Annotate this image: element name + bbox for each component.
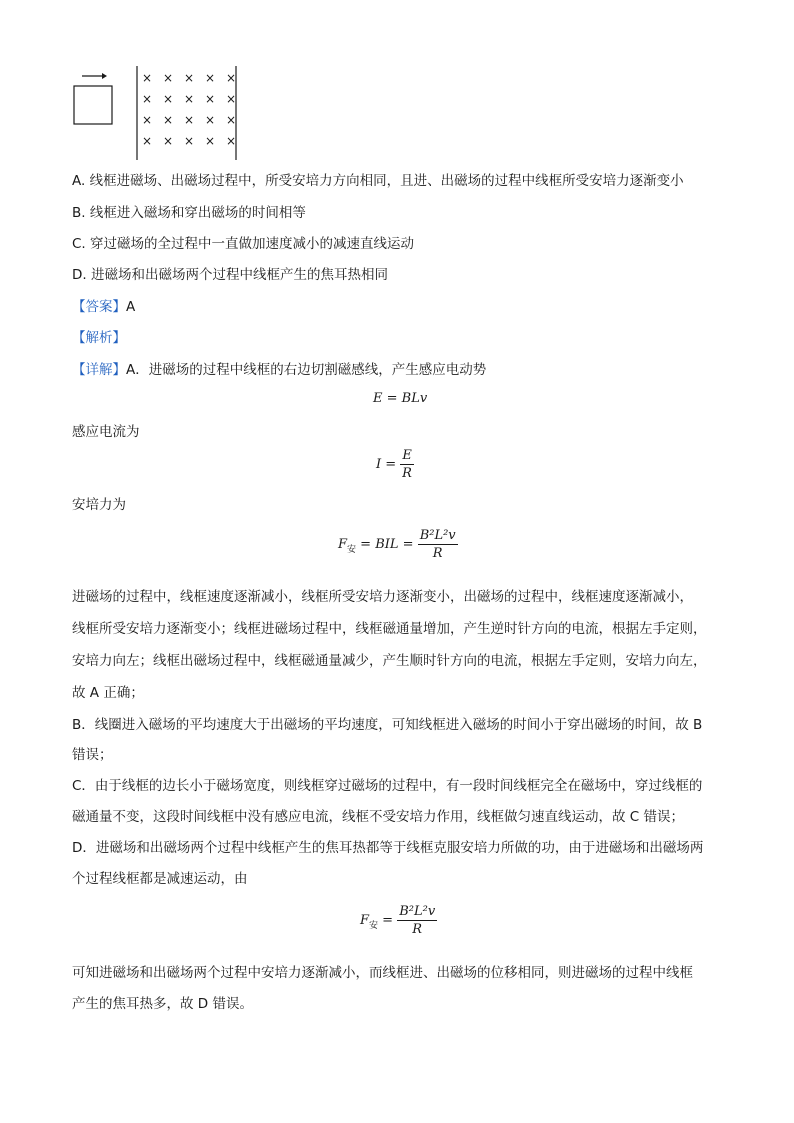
- formula-emf: E = BLv: [373, 391, 428, 406]
- field-mark: ×: [205, 92, 216, 106]
- para-d-2: 个过程线框都是减速运动，由: [72, 871, 248, 887]
- field-mark: ×: [163, 71, 174, 85]
- detail-intro: A．进磁场的过程中线框的右边切割磁感线，产生感应电动势: [126, 362, 487, 378]
- formula-current: I = $\frac{E}{R}$: [376, 448, 412, 481]
- para-b-1: B．线圈进入磁场的平均速度大于出磁场的平均速度，可知线框进入磁场的时间小于穿出磁场的时间，故 B: [72, 717, 703, 733]
- current-label: 感应电流为: [72, 424, 140, 440]
- field-mark: ×: [142, 134, 153, 148]
- formula-force: $F_安$ = BIL = $\frac{\text{B²L²v}}{R}$: [338, 528, 456, 561]
- field-mark: ×: [184, 113, 195, 127]
- para-d-1: D．进磁场和出磁场两个过程中线框产生的焦耳热都等于线框克服安培力所做的功，由于进磁场和出磁场两: [72, 840, 704, 856]
- para-a-3: 安培力向左；线框出磁场过程中，线框磁通量减少，产生顺时针方向的电流，根据左手定则，安培力向左，: [72, 653, 707, 669]
- para-end-2: 产生的焦耳热多，故 D 错误。: [72, 996, 253, 1012]
- field-mark: ×: [184, 134, 195, 148]
- velocity-arrow: [82, 73, 107, 79]
- answer-tag: 【答案】: [72, 299, 126, 315]
- field-mark: ×: [184, 71, 195, 85]
- para-a-1: 进磁场的过程中，线框速度逐渐减小，线框所受安培力逐渐变小，出磁场的过程中，线框速度逐渐减小，: [72, 589, 693, 605]
- field-mark: ×: [142, 71, 153, 85]
- field-marks: [142, 71, 236, 148]
- field-mark: ×: [163, 113, 174, 127]
- field-mark: ×: [226, 134, 237, 148]
- detail-intro-line: [72, 361, 486, 379]
- force-label: 安培力为: [72, 497, 126, 513]
- field-mark: ×: [226, 113, 237, 127]
- formula-force-2: $F_安$ = $\frac{\text{B²L²v}}{R}$: [360, 904, 436, 937]
- option-c: C. 穿过磁场的全过程中一直做加速度减小的减速直线运动: [72, 236, 415, 252]
- para-b-2: 错误；: [72, 747, 113, 763]
- option-d: D. 进磁场和出磁场两个过程中线框产生的焦耳热相同: [72, 267, 388, 283]
- para-c-2: 磁通量不变，这段时间线框中没有感应电流，线框不受安培力作用，线框做匀速直线运动，故 C 错误；: [72, 809, 685, 825]
- analysis-tag: 【解析】: [72, 330, 126, 346]
- magnetic-field-figure: [70, 64, 250, 164]
- detail-tag: 【详解】: [72, 362, 126, 378]
- field-mark: ×: [184, 92, 195, 106]
- field-mark: ×: [226, 71, 237, 85]
- wire-loop: [74, 86, 112, 124]
- field-mark: ×: [163, 134, 174, 148]
- field-mark: ×: [142, 113, 153, 127]
- answer-line: [72, 298, 135, 316]
- answer-value: A: [126, 299, 136, 315]
- field-mark: ×: [205, 71, 216, 85]
- field-mark: ×: [226, 92, 237, 106]
- option-a: A. 线框进磁场、出磁场过程中，所受安培力方向相同，且进、出磁场的过程中线框所受安培力逐渐变小: [72, 173, 684, 189]
- para-a-4: 故 A 正确；: [72, 685, 144, 701]
- option-b: B. 线框进入磁场和穿出磁场的时间相等: [72, 205, 306, 221]
- field-mark: ×: [205, 134, 216, 148]
- para-end-1: 可知进磁场和出磁场两个过程中安培力逐渐减小，而线框进、出磁场的位移相同，则进磁场的过程中线框: [72, 965, 693, 981]
- field-mark: ×: [142, 92, 153, 106]
- para-a-2: 线框所受安培力逐渐变小；线框进磁场过程中，线框磁通量增加，产生逆时针方向的电流，根据左手定则，: [72, 621, 707, 637]
- field-mark: ×: [163, 92, 174, 106]
- para-c-1: C．由于线框的边长小于磁场宽度，则线框穿过磁场的过程中，有一段时间线框完全在磁场中，穿过线框的: [72, 778, 703, 794]
- figure-svg: [70, 64, 250, 164]
- field-mark: ×: [205, 113, 216, 127]
